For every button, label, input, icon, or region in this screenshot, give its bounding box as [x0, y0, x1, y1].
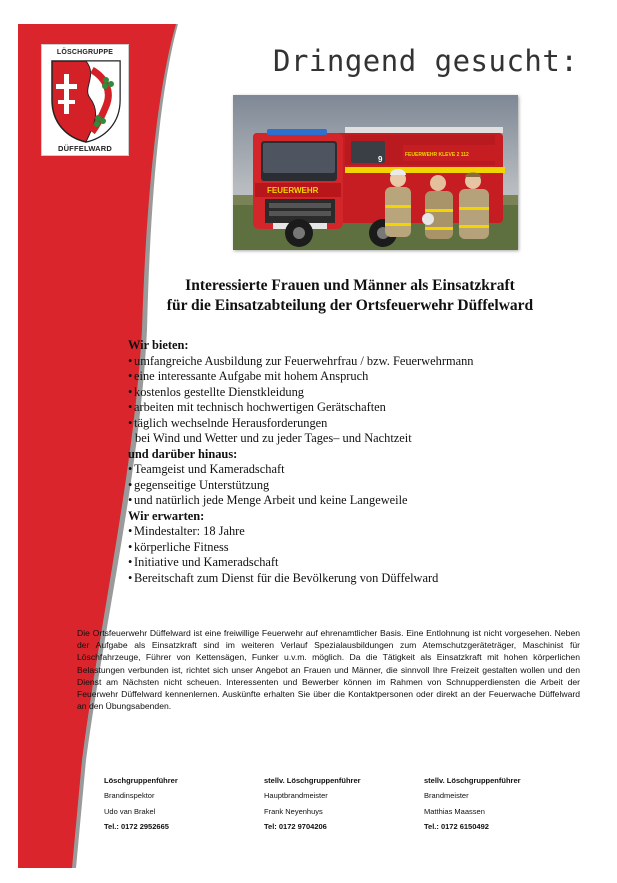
section-heading-offers: Wir bieten: — [128, 338, 189, 352]
list-item: • Initiative und Kameradschaft — [128, 555, 279, 569]
logo-top-text: LÖSCHGRUPPE — [56, 49, 114, 56]
bullet-icon: • — [128, 555, 133, 569]
bullet-icon: • — [128, 462, 133, 476]
truck-number: 9 — [378, 155, 383, 164]
bullet-icon: • — [128, 570, 133, 585]
bullet-icon: • — [128, 524, 133, 538]
bullet-icon: • — [128, 369, 133, 383]
contact-phone: Tel: 0172 9704206 — [264, 822, 327, 832]
list-item: • körperliche Fitness — [128, 539, 229, 554]
headline: Dringend gesucht: — [273, 44, 579, 78]
coat-of-arms-icon — [46, 58, 126, 144]
bullet-icon: • — [128, 477, 133, 492]
truck-label: FEUERWEHR — [267, 186, 319, 195]
contact-name: Udo van Brakel — [104, 806, 156, 816]
contact-role: stellv. Löschgruppenführer — [424, 776, 521, 785]
bullet-icon: • — [128, 384, 133, 399]
bullet-icon: • — [128, 353, 133, 368]
contact-block-3 — [424, 773, 521, 835]
job-title — [120, 276, 580, 316]
loeschgruppe-logo — [41, 44, 129, 156]
list-item-continuation: bei Wind und Wetter und zu jeder Tages– und Nachtzeit — [135, 431, 412, 445]
contact-name: Matthias Maassen — [424, 806, 485, 816]
contact-name: Frank Neyenhuys — [264, 806, 323, 816]
truck-side-label: FEUERWEHR KLEVE 2 112 — [405, 152, 469, 158]
bullet-icon: • — [128, 400, 133, 414]
fire-truck-photo — [233, 95, 518, 250]
title-line-2: für die Einsatzabteilung der Ortsfeuerwehr Düffelward — [166, 297, 534, 314]
contact-block-2 — [264, 773, 361, 835]
contact-phone: Tel.: 0172 6150492 — [424, 822, 489, 832]
title-line-1: Interessierte Frauen und Männer als Einsatzkraft — [185, 277, 515, 294]
list-item: • Mindestalter: 18 Jahre — [128, 524, 245, 538]
contact-block-1 — [104, 773, 178, 835]
logo-bottom-text: DÜFFELWARD — [57, 144, 113, 153]
list-item: • eine interessante Aufgabe mit hohem Anspruch — [128, 369, 369, 383]
list-item: • und natürlich jede Menge Arbeit und keine Langeweile — [128, 493, 408, 507]
list-item: • täglich wechselnde Herausforderungen — [128, 415, 328, 430]
section-heading-additional: und darüber hinaus: — [128, 446, 238, 461]
section-heading-expectations: Wir erwarten: — [128, 508, 205, 523]
bullet-icon: • — [128, 493, 133, 507]
list-item: • Teamgeist und Kameradschaft — [128, 462, 285, 476]
contact-phone: Tel.: 0172 2952665 — [104, 822, 169, 832]
list-item: • umfangreiche Ausbildung zur Feuerwehrfrau / bzw. Feuerwehrmann — [128, 353, 474, 368]
list-item: • kostenlos gestellte Dienstkleidung — [128, 384, 305, 399]
offer-list — [128, 338, 548, 586]
contact-role: stellv. Löschgruppenführer — [264, 776, 361, 785]
list-item: • Bereitschaft zum Dienst für die Bevölkerung von Düffelward — [128, 570, 439, 585]
list-item: • arbeiten mit technisch hochwertigen Gerätschaften — [128, 400, 386, 414]
contact-rank: Brandinspektor — [104, 791, 155, 801]
contact-role: Löschgruppenführer — [104, 776, 178, 785]
bullet-icon: • — [128, 415, 133, 430]
contact-rank: Brandmeister — [424, 791, 469, 801]
list-item: • gegenseitige Unterstützung — [128, 477, 270, 492]
bullet-icon: • — [128, 539, 133, 554]
contact-rank: Hauptbrandmeister — [264, 791, 328, 801]
info-paragraph: Die Ortsfeuerwehr Düffelward ist eine freiwillige Feuerwehr auf ehrenamtlicher Basis. Eine Entlohnung ist nicht vorgesehen. Neben der Aufgabe als Einsatzkraft sind im weiteren Verlauf Spezialausbildungen zum Atemschutzgeräteträger, Maschinist für Löschfahrzeuge, Führer von Kettensägen, Funker u.v.m. möglich. Da die Tätigkeit als Einsatzkraft mit hohen körperlichen Belastungen verbunden ist, richtet sich unser Angebot an Frauen und Männer, die sinnvoll Ihre Freizeit gestalten wollen und den Dienst am Nächsten nicht scheuen. Interessenten und Bewerber können im Rahmen von Schnupperdiensten die Arbeit der Feuerwehr Düffelward kennenlernen. Auskünfte erhalten Sie über die Kontaktpersonen oder direkt an der Feuerwache Düffelward an den Übungsabenden. — [77, 628, 580, 712]
